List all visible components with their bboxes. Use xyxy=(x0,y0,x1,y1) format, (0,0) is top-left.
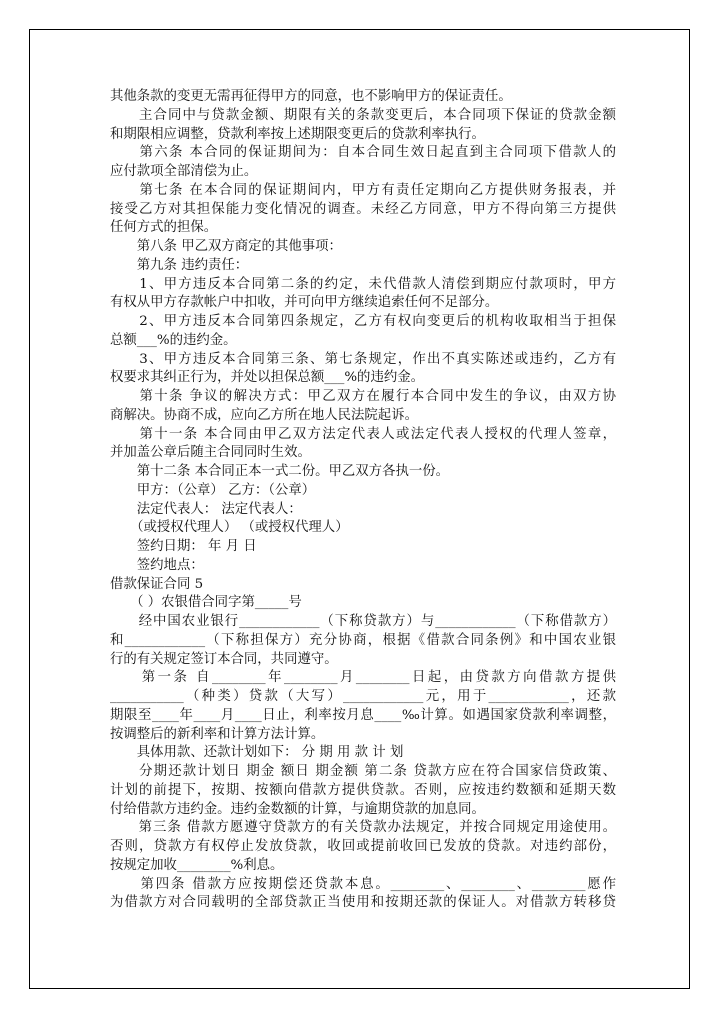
text-line: 签约地点： xyxy=(110,557,204,573)
text-line: 第十条 争议的解决方式：甲乙双方在履行本合同中发生的争议，由双方协 xyxy=(110,389,616,404)
text-line: 分期还款计划日 期金 额日 期金额 第二条 贷款方应在符合国家信贷政策、 xyxy=(110,764,616,779)
text-line: 否则，贷款方有权停止发放贷款，收回或提前收回已发放的贷款。对违约部份， xyxy=(110,839,616,854)
text-line: 2、甲方违反本合同第四条规定，乙方有权向变更后的机构收取相当于担保 xyxy=(110,314,616,329)
text-line: 第一条 自________年________月________日起，由贷款方向借款方提供 xyxy=(110,670,616,686)
text-line: 第九条 违约责任： xyxy=(110,257,249,273)
text-line: 第十一条 本合同由甲乙双方法定代表人或法定代表人授权的代理人签章， xyxy=(110,426,616,442)
text-line: 并加盖公章后随主合同同时生效。 xyxy=(110,445,311,461)
text-line: 第十二条 本合同正本一式二份。甲乙双方各执一份。 xyxy=(110,464,450,479)
text-line: 法定代表人： 法定代表人： xyxy=(110,501,302,517)
text-line: 行的有关规定签订本合同，共同遵守。 xyxy=(110,651,338,667)
text-line: 期限至____年____月____日止，利率按月息____‰计算。如遇国家贷款利率调整， xyxy=(110,707,616,723)
text-line: 签约日期： 年 月 日 xyxy=(110,539,257,554)
text-line: 第四条 借款方应按期偿还贷款本息。________、________、________愿作 xyxy=(110,876,616,892)
text-line: 总额___%的违约金。 xyxy=(110,332,237,348)
document-body xyxy=(110,88,616,913)
text-line: 甲方：（公章） 乙方：（公章） xyxy=(110,482,316,498)
text-line: 应付款项全部清偿为止。 xyxy=(110,164,258,179)
text-line: 第六条 本合同的保证期间为：自本合同生效日起直到主合同项下借款人的 xyxy=(110,145,616,161)
text-line: 第七条 在本合同的保证期间内，甲方有责任定期向乙方提供财务报表，并 xyxy=(110,182,616,198)
text-line: 和____________（下称担保方）充分协商，根据《借款合同条例》和中国农业银 xyxy=(110,632,616,648)
text-line: （或授权代理人） （或授权代理人） xyxy=(110,520,349,536)
text-line: 具体用款、还款计划如下： 分 期 用 款 计 划 xyxy=(110,745,404,761)
section-title: 借款保证合同 5 xyxy=(110,576,204,592)
text-line: 按规定加收________%利息。 xyxy=(110,857,284,873)
text-line: 付给借款方违约金。违约金数额的计算，与逾期贷款的加息同。 xyxy=(110,801,485,817)
text-line: 3、甲方违反本合同第三条、第七条规定，作出不真实陈述或违约，乙方有 xyxy=(110,351,616,367)
text-line: 商解决。协商不成，应向乙方所在地人民法院起诉。 xyxy=(110,407,418,423)
text-line: 第八条 甲乙双方商定的其他事项： xyxy=(110,239,342,254)
text-line: 有权从甲方存款帐户中扣收，并可向甲方继续追索任何不足部分。 xyxy=(110,295,499,311)
text-line: 和期限相应调整，贷款利率按上述期限变更后的贷款利率执行。 xyxy=(110,126,485,142)
text-line: 权要求其纠正行为，并处以担保总额___%的违约金。 xyxy=(110,370,425,386)
text-line: 第三条 借款方愿遵守贷款方的有关贷款办法规定，并按合同规定用途使用。 xyxy=(110,820,616,836)
text-line: 接受乙方对其担保能力变化情况的调查。未经乙方同意，甲方不得向第三方提供 xyxy=(110,201,616,217)
text-line: 任何方式的担保。 xyxy=(110,220,218,236)
text-line: 其他条款的变更无需再征得甲方的同意，也不影响甲方的保证责任。 xyxy=(110,89,512,104)
text-line: （ ）农银借合同字第_____号 xyxy=(110,595,302,611)
text-line: 计划的前提下，按期、按额向借款方提供贷款。否则，应按违约数额和延期天数 xyxy=(110,782,616,798)
text-line: 主合同中与贷款金额、期限有关的条款变更后，本合同项下保证的贷款金额 xyxy=(110,107,616,123)
text-line: 经中国农业银行____________（下称贷款方）与____________（下称借款方） xyxy=(110,614,616,629)
text-line: 为借款方对合同载明的全部贷款正当使用和按期还款的保证人。对借款方转移贷 xyxy=(110,895,616,911)
text-line: 1、甲方违反本合同第二条的约定，未代借款人清偿到期应付款项时，甲方 xyxy=(110,276,616,292)
text-line: 按调整后的新利率和计算方法计算。 xyxy=(110,726,325,742)
text-line: ___________（种类）贷款（大写）____________元，用于____________，还款 xyxy=(110,689,616,704)
